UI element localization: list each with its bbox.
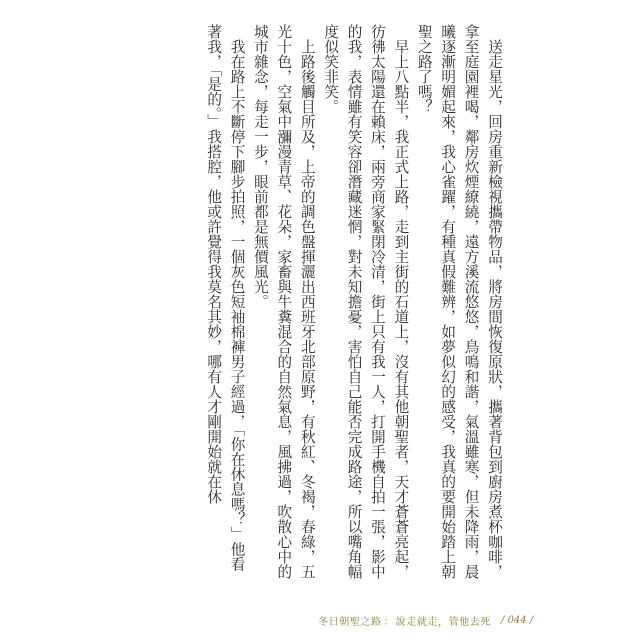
running-head-separator: ： bbox=[383, 616, 394, 628]
running-head-title: 冬日朝聖之路 bbox=[318, 616, 382, 628]
page-footer bbox=[318, 612, 533, 628]
paragraph-3: 上路後觸目所及，上帝的調色盤揮灑出西班牙北部原野，有秋紅、冬褐，春綠，五光十色，空氣中瀰漫青草、花朵，家畜與牛糞混合的自然氣息，風拂過，吹散心中的城市雜念，每走一步，眼前都是無價風光。 bbox=[251, 24, 316, 579]
paragraph-4: 我在路上不斷停下腳步拍照，一個灰色短袖棉褲男子經過，「你在休息嗎？」他看著我，「是的。」我搭腔，他或許覺得我莫名其妙，哪有人才剛開始就在休 bbox=[205, 24, 246, 572]
running-head-subtitle: 說走就走，管他去死 bbox=[395, 616, 492, 628]
paragraph-2: 早上八點半，我正式上路，走到主街的石道上，沒有其他朝聖者，天才蒼蒼亮起，彷彿太陽還在賴床，兩旁商家緊閉冷清，街上只有我一人，打開手機自拍一張，影中的我，表情雖有笑容卻潛藏迷惘，對未知擔憂，害怕自己能否完成路途，所以嘴角幅度似笑非笑。 bbox=[322, 24, 410, 579]
page-number: / 044 / bbox=[501, 614, 534, 626]
vertical-text-block bbox=[170, 24, 506, 579]
paragraph-1: 送走星光，回房重新檢視攜帶物品，將房間恢復原狀，攜著背包到廚房煮杯咖啡，拿至庭園裡喝，鄰房炊煙繚繞，遠方溪流悠悠，鳥鳴和諧，氣溫雖寒，但未降雨，晨曦逐漸明媚起來，我心雀躍，有種真假難辨，如夢似幻的感受，我真的要開始踏上朝聖之路了嗎？ bbox=[415, 24, 503, 579]
